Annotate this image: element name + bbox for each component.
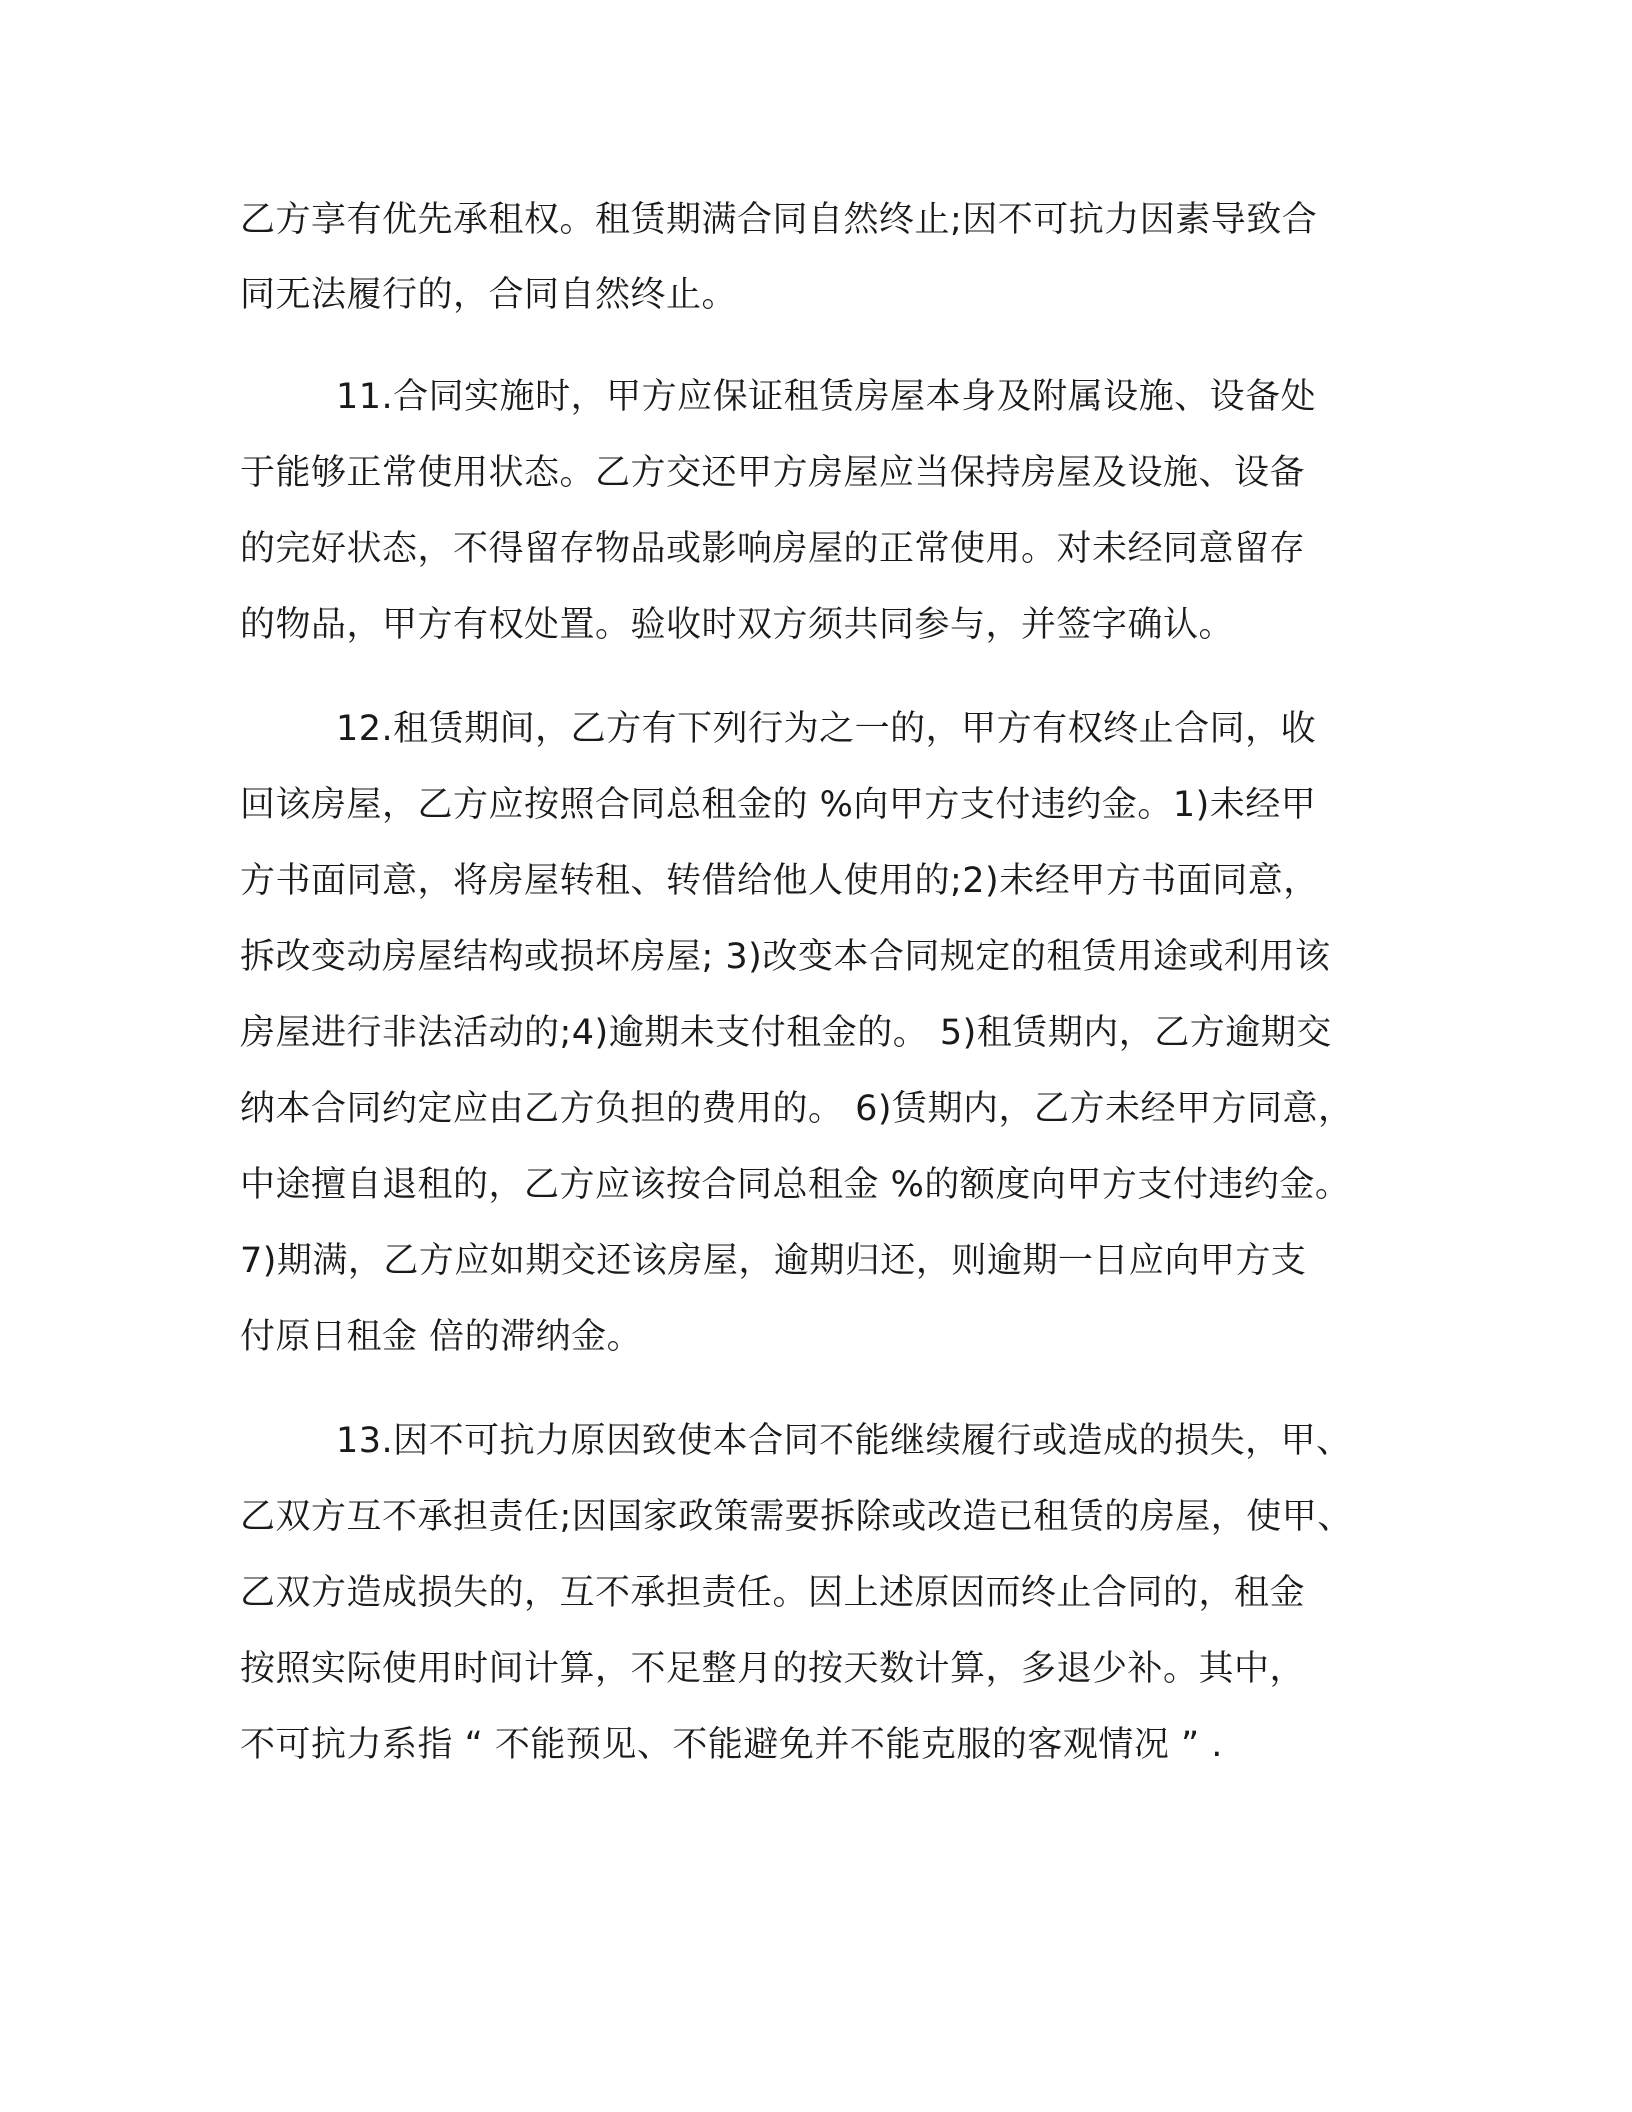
paragraph-continuation-line-1: 乙方享有优先承租权。租赁期满合同自然终止;因不可抗力因素导致合 <box>240 200 1318 240</box>
clause-12-line-8: 7)期满，乙方应如期交还该房屋，逾期归还，则逾期一日应向甲方支 <box>240 1241 1307 1281</box>
clause-12-line-7: 中途擅自退租的，乙方应该按合同总租金 %的额度向甲方支付违约金。 <box>240 1165 1351 1205</box>
clause-11-line-1: 11.合同实施时，甲方应保证租赁房屋本身及附属设施、设备处 <box>336 377 1317 417</box>
paragraph-continuation-line-2: 同无法履行的，合同自然终止。 <box>240 275 738 315</box>
clause-12-line-5: 房屋进行非法活动的;4)逾期未支付租金的。 5)租赁期内，乙方逾期交 <box>240 1013 1332 1053</box>
clause-12-line-2: 回该房屋，乙方应按照合同总租金的 %向甲方支付违约金。1)未经甲 <box>240 785 1317 825</box>
clause-13-line-2: 乙双方互不承担责任;因国家政策需要拆除或改造已租赁的房屋，使甲、 <box>240 1497 1353 1537</box>
clause-13-line-5: 不可抗力系指 “ 不能预见、不能避免并不能克服的客观情况 ” . <box>240 1725 1223 1765</box>
clause-11-line-3: 的完好状态，不得留存物品或影响房屋的正常使用。对未经同意留存 <box>240 529 1306 569</box>
clause-13-line-3: 乙双方造成损失的，互不承担责任。因上述原因而终止合同的，租金 <box>240 1573 1306 1613</box>
clause-11-line-2: 于能够正常使用状态。乙方交还甲方房屋应当保持房屋及设施、设备 <box>240 453 1306 493</box>
clause-12-line-3: 方书面同意，将房屋转租、转借给他人使用的;2)未经甲方书面同意， <box>240 861 1319 901</box>
clause-11-line-4: 的物品，甲方有权处置。验收时双方须共同参与，并签字确认。 <box>240 605 1235 645</box>
clause-12-line-1: 12.租赁期间，乙方有下列行为之一的，甲方有权终止合同，收 <box>336 709 1317 749</box>
clause-13-line-4: 按照实际使用时间计算，不足整月的按天数计算，多退少补。其中， <box>240 1649 1306 1689</box>
clause-12-line-4: 拆改变动房屋结构或损坏房屋; 3)改变本合同规定的租赁用途或利用该 <box>240 937 1331 977</box>
clause-13-line-1: 13.因不可抗力原因致使本合同不能继续履行或造成的损失，甲、 <box>336 1421 1352 1461</box>
clause-12-line-6: 纳本合同约定应由乙方负担的费用的。 6)赁期内，乙方未经甲方同意， <box>240 1089 1354 1129</box>
clause-12-line-9: 付原日租金 倍的滞纳金。 <box>240 1317 643 1357</box>
